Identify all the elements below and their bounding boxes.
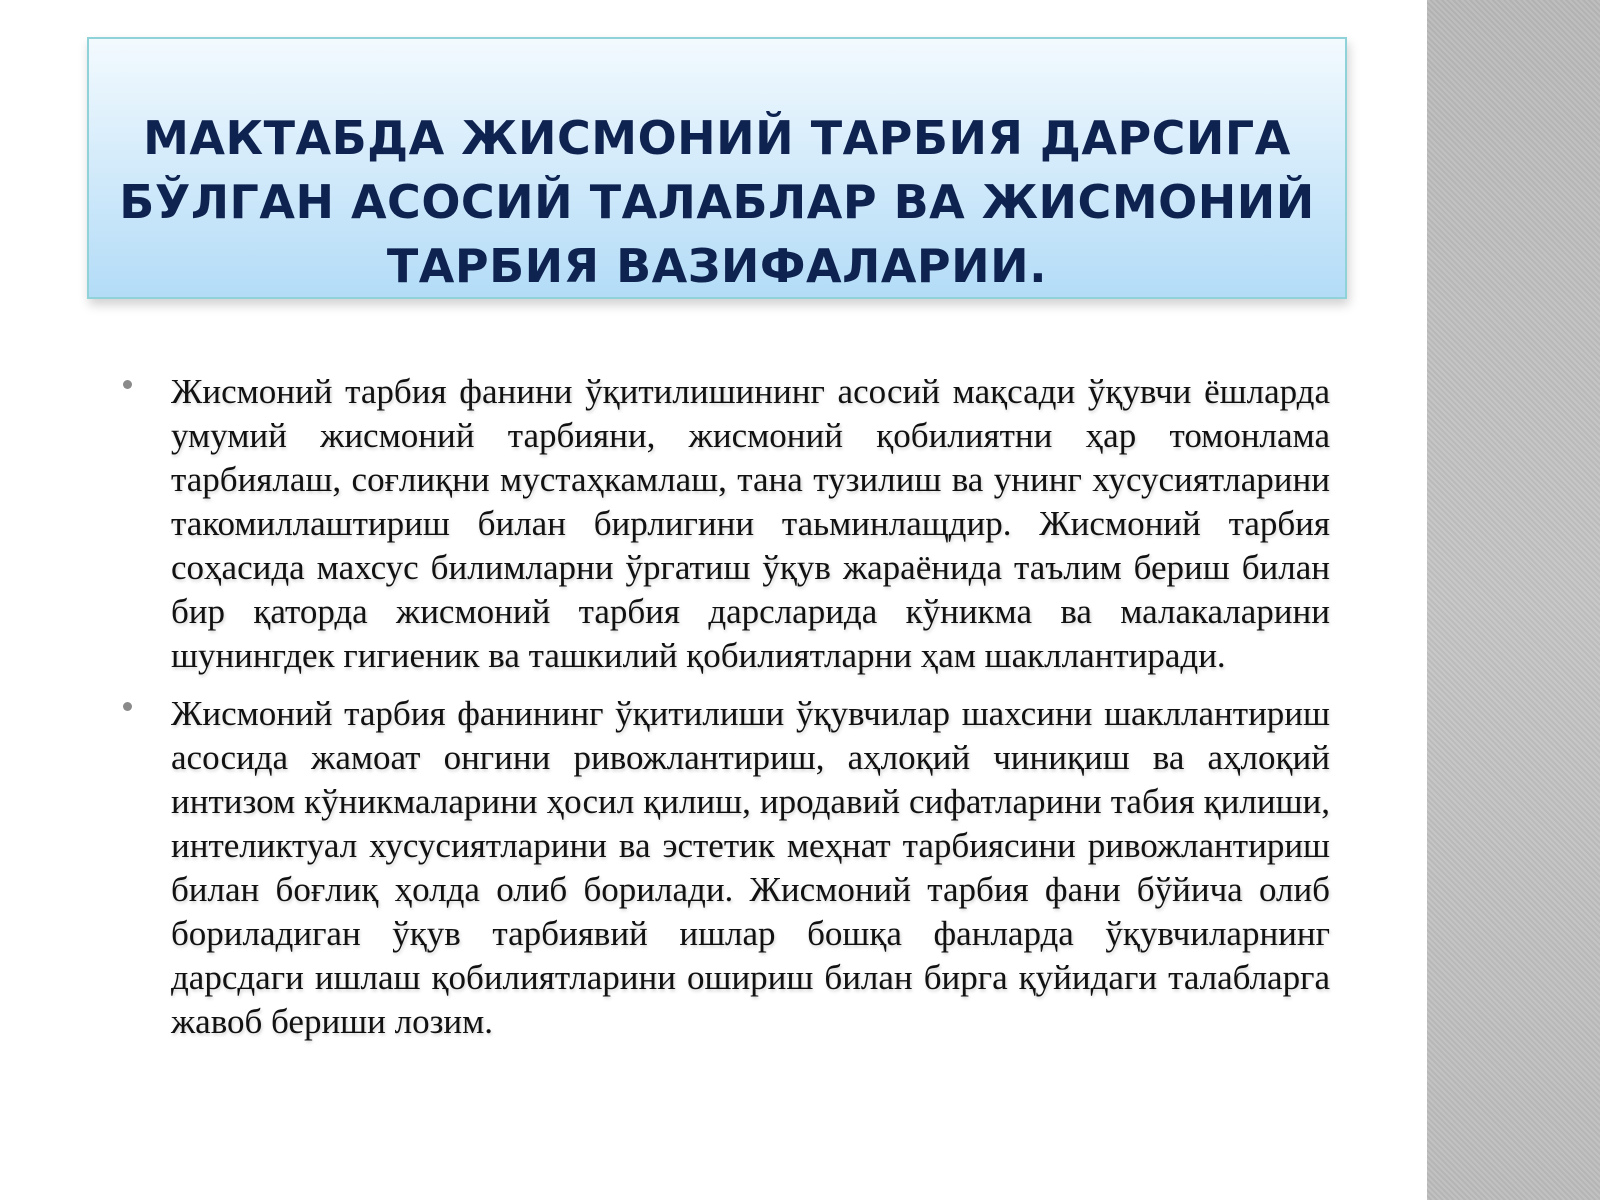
bullet-dot-icon bbox=[123, 380, 132, 389]
bullet-item bbox=[120, 692, 1330, 1044]
bullet-item bbox=[120, 370, 1330, 678]
bullet-dot-icon bbox=[123, 702, 132, 711]
slide-title: МАКТАБДА ЖИСМОНИЙ ТАРБИЯ ДАРСИГА БЎЛГАН АСОСИЙ ТАЛАБЛАР ВА ЖИСМОНИЙ ТАРБИЯ ВАЗИФАЛАРИИ. bbox=[119, 111, 1315, 293]
side-decorative-panel bbox=[1427, 0, 1600, 1200]
bullet-text: Жисмоний тарбия фанини ўқитилишининг асосий мақсади ўқувчи ёшларда умумий жисмоний тарбияни, жисмоний қобилиятни ҳар томонлама тарбиялаш, соғлиқни мустаҳкамлаш, тана тузилиш ва унинг хусусиятларини такомиллаштириш билан бирлигини таьминлащдир. Жисмоний тарбия соҳасида махсус билимларни ўргатиш ўқув жараёнида таълим бериш билан бир қаторда жисмоний тарбия дарсларида кўникма ва малакаларини шунингдек гигиеник ва ташкилий қобилиятларни ҳам шакллантиради. bbox=[171, 372, 1330, 675]
bullet-text: Жисмоний тарбия фанининг ўқитилиши ўқувчилар шахсини шакллантириш асосида жамоат онгини ривожлантириш, аҳлоқий чиниқиш ва аҳлоқий интизом кўникмаларини ҳосил қилиш, иродавий сифатларини табия қилиши, интеликтуал хусусиятларини ва эстетик меҳнат тарбиясини ривожлантириш билан боғлиқ ҳолда олиб борилади. Жисмоний тарбия фани бўйича олиб бориладиган ўқув тарбиявий ишлар бошқа фанларда ўқувчиларнинг дарсдаги ишлаш қобилиятларини ошириш билан бирга қуйидаги талабларга жавоб бериши лозим. bbox=[171, 694, 1330, 1041]
bullet-list bbox=[120, 370, 1330, 1058]
title-box bbox=[87, 37, 1347, 299]
